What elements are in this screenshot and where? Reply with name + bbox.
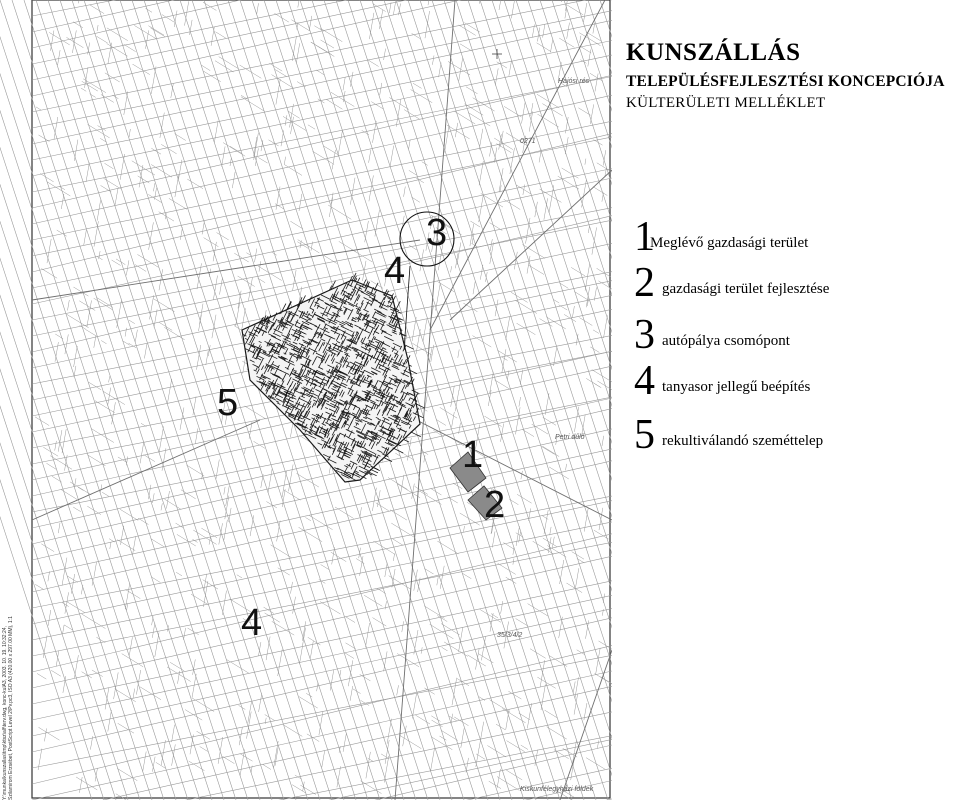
legend-item-5 (630, 410, 950, 456)
legend-number: 1 (634, 214, 655, 260)
page-subtitle: TELEPÜLÉSFEJLESZTÉSI KONCEPCIÓJA (626, 73, 945, 90)
legend-number: 2 (634, 260, 655, 306)
map-label-4-top: 4 (384, 250, 406, 292)
map-label-5: 5 (217, 382, 239, 424)
legend-label: Meglévő gazdasági terület (650, 235, 809, 251)
place-name-petri: Petri dűlő (555, 434, 585, 441)
legend-label: autópálya csomópont (662, 333, 790, 349)
place-name-hajosi: Hajósi rés (558, 78, 590, 85)
legend-label: gazdasági terület fejlesztése (662, 281, 830, 297)
legend-label: tanyasor jellegű beépítés (662, 379, 811, 395)
page-section: KÜLTERÜLETI MELLÉKLET (626, 95, 826, 111)
title-block (626, 38, 956, 113)
legend-item-2 (630, 258, 950, 304)
legend-number: 3 (634, 312, 655, 358)
place-name-parcel-2: 35/3/4/2 (497, 632, 523, 639)
plot-info-line-2: Szilamirom Erzsébet, PostScript Level 2\Pv.pc3, ISO A3 (420.00 x 297.00 MM), 1:1 (8, 616, 14, 800)
plot-info-note (2, 580, 14, 800)
map-label-4-bottom: 4 (241, 602, 263, 644)
legend-item-4 (630, 356, 950, 402)
place-name-parcel-1: 0271 (520, 138, 536, 145)
legend-number: 5 (634, 412, 655, 458)
legend-label: rekultiválandó szeméttelep (662, 433, 824, 449)
place-name-kiskunf: Kiskunfélegyházi földek (520, 786, 594, 793)
legend-number: 4 (634, 358, 655, 404)
page-title: KUNSZÁLLÁS (626, 39, 801, 66)
plot-info-line-1: Y:\munka\kunszallas\tmp\ktsz\alf\terv.dwg, konc-kulA3, 2003. 10. 19. 10:32:24, (2, 626, 8, 800)
map-label-1: 1 (462, 434, 484, 476)
map-label-3: 3 (426, 212, 448, 254)
map-label-2: 2 (484, 484, 506, 526)
legend-item-3 (630, 310, 950, 356)
legend-item-1 (630, 212, 950, 258)
